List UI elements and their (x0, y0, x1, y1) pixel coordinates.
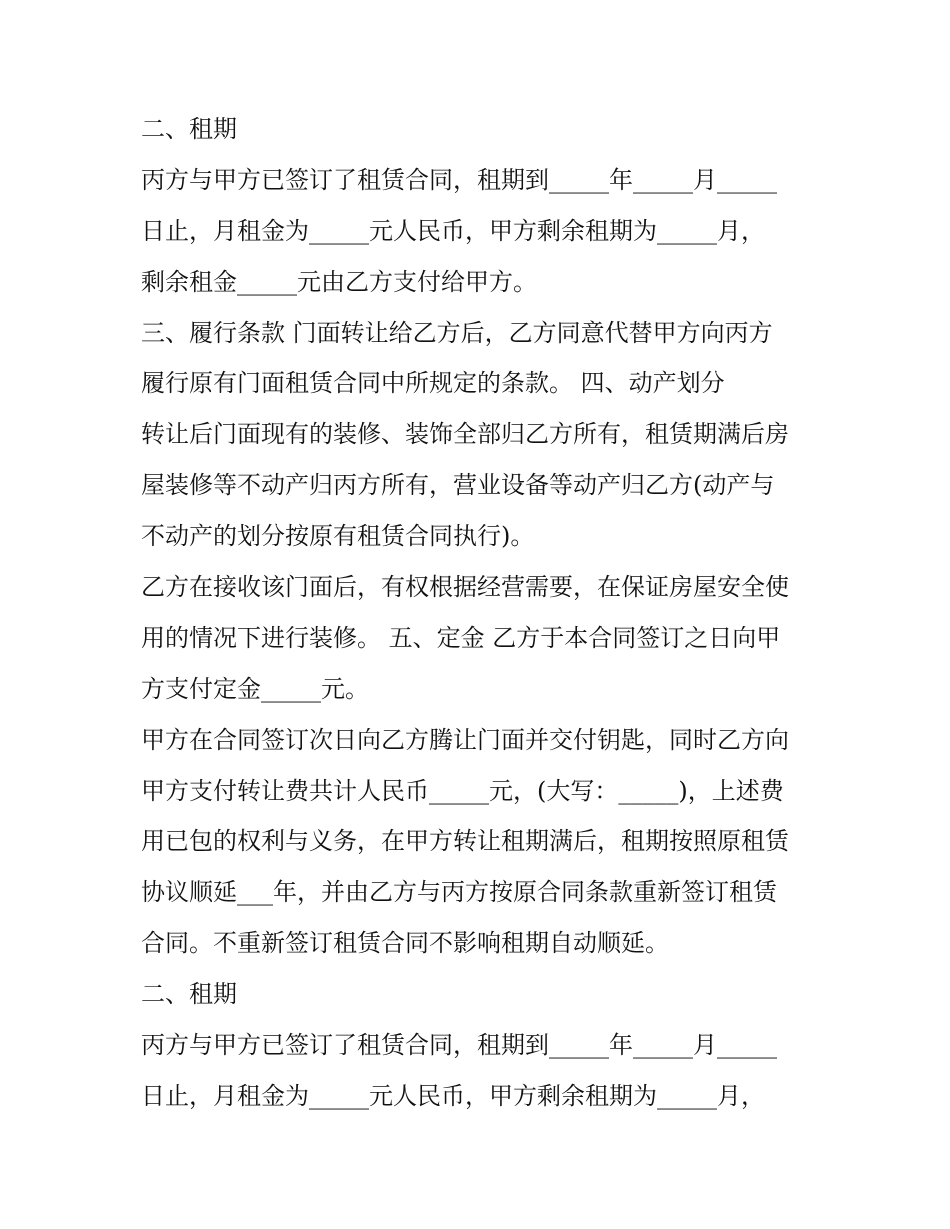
paragraph-line: 甲方支付转让费共计人民币_____元，(大写：_____)，上述费 (141, 776, 784, 805)
paragraph-line: 方支付定金_____元。 (141, 674, 369, 703)
paragraph-line: 丙方与甲方已签订了租赁合同，租期到_____年_____月_____ (141, 1031, 777, 1060)
paragraph-line: 剩余租金_____元由乙方支付给甲方。 (141, 267, 537, 296)
paragraph-line: 甲方在合同签订次日向乙方腾让门面并交付钥匙，同时乙方向 (141, 725, 789, 754)
section-heading-lease-term: 二、租期 (141, 980, 237, 1009)
paragraph-line: 用的情况下进行装修。 五、定金 乙方于本合同签订之日向甲 (141, 623, 781, 652)
paragraph-line: 日止，月租金为_____元人民币，甲方剩余租期为_____月， (141, 216, 765, 245)
paragraph-line: 不动产的划分按原有租赁合同执行)。 (141, 522, 535, 551)
paragraph-line: 履行原有门面租赁合同中所规定的条款。 四、动产划分 (141, 369, 725, 398)
paragraph-line: 用已包的权利与义务，在甲方转让租期满后，租期按照原租赁 (141, 827, 789, 856)
paragraph-line: 合同。不重新签订租赁合同不影响租期自动顺延。 (141, 929, 669, 958)
paragraph-line: 转让后门面现有的装修、装饰全部归乙方所有，租赁期满后房 (141, 420, 789, 449)
section-heading-lease-term: 二、租期 (141, 115, 237, 143)
paragraph-line: 屋装修等不动产归丙方所有，营业设备等动产归乙方(动产与 (141, 471, 775, 500)
paragraph-line: 协议顺延___年，并由乙方与丙方按原合同条款重新签订租赁 (141, 878, 777, 907)
document-body (141, 104, 821, 1122)
section-heading-performance-terms: 三、履行条款 门面转让给乙方后，乙方同意代替甲方向丙方 (141, 318, 773, 347)
paragraph-line: 丙方与甲方已签订了租赁合同，租期到_____年_____月_____ (141, 165, 777, 194)
paragraph-line: 乙方在接收该门面后，有权根据经营需要，在保证房屋安全使 (141, 573, 789, 602)
paragraph-line: 日止，月租金为_____元人民币，甲方剩余租期为_____月， (141, 1081, 765, 1110)
